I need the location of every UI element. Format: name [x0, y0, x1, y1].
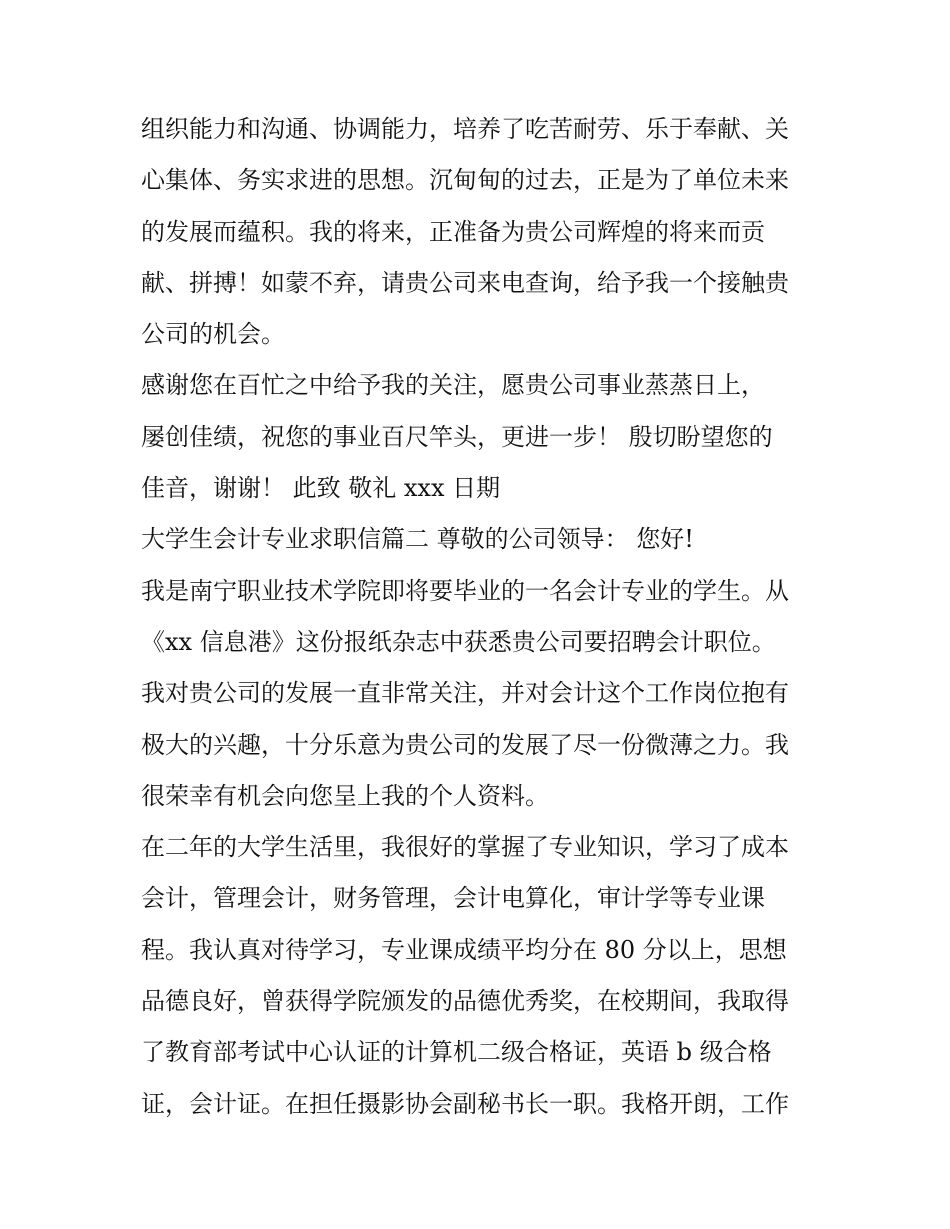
- text-line: 《xx 信息港》这份报纸杂志中获悉贵公司要招聘会计职位。: [141, 627, 776, 656]
- text-line: 了教育部考试中心认证的计算机二级合格证，英语 b 级合格: [141, 1038, 772, 1067]
- text-line: 心集体、务实求进的思想。沉甸甸的过去，正是为了单位未来: [141, 166, 789, 195]
- text-line: 在二年的大学生活里，我很好的掌握了专业知识，学习了成本: [141, 833, 789, 862]
- text-line: 程。我认真对待学习，专业课成绩平均分在 80 分以上，思想: [141, 935, 787, 964]
- text-line: 的发展而蕴积。我的将来，正准备为贵公司辉煌的将来而贡: [141, 217, 765, 246]
- text-line: 证，会计证。在担任摄影协会副秘书长一职。我格开朗，工作: [141, 1089, 789, 1118]
- text-line: 大学生会计专业求职信篇二 尊敬的公司领导： 您好!: [141, 525, 694, 554]
- text-line: 品德良好，曾获得学院颁发的品德优秀奖，在校期间，我取得: [141, 987, 789, 1016]
- text-line: 极大的兴趣，十分乐意为贵公司的发展了尽一份微薄之力。我: [141, 730, 789, 759]
- text-line: 感谢您在百忙之中给予我的关注，愿贵公司事业蒸蒸日上，: [141, 371, 765, 400]
- text-line: 公司的机会。: [141, 320, 285, 349]
- text-line: 屡创佳绩，祝您的事业百尺竿头，更进一步！ 殷切盼望您的: [141, 422, 773, 451]
- text-line: 我是南宁职业技术学院即将要毕业的一名会计专业的学生。从: [141, 576, 789, 605]
- document-body: [141, 104, 821, 1130]
- text-line: 我对贵公司的发展一直非常关注，并对会计这个工作岗位抱有: [141, 679, 789, 708]
- text-line: 会计，管理会计，财务管理，会计电算化，审计学等专业课: [141, 884, 765, 913]
- text-line: 组织能力和沟通、协调能力，培养了吃苦耐劳、乐于奉献、关: [141, 115, 789, 143]
- text-line: 佳音，谢谢！ 此致 敬礼 xxx 日期: [141, 474, 501, 503]
- text-line: 献、拼搏！如蒙不弃，请贵公司来电查询，给予我一个接触贵: [141, 268, 789, 297]
- text-line: 很荣幸有机会向您呈上我的个人资料。: [141, 781, 549, 810]
